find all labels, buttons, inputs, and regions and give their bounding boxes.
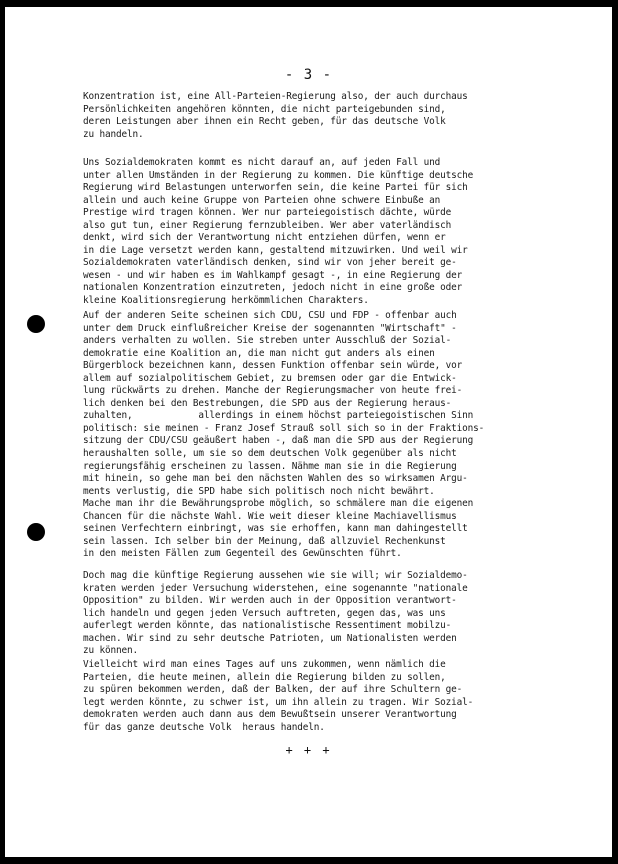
document-page: [5, 7, 612, 857]
page-number: - 3 -: [284, 67, 333, 83]
punch-hole-top: [27, 315, 45, 333]
paragraph-3: Auf der anderen Seite scheinen sich CDU, CSU und FDP - offenbar auch unter dem Druck einflußreicher Kreise der sogenannten "Wirtschaft" - anders verhalten zu wollen. Sie streben unter Ausschluß der Sozial- demokratie eine Koalition an, die man nicht gut anders als einen Bürgerblock bezeichnen kann, dessen Funktion offenbar sein würde, vor allem auf sozialpolitischem Gebiet, zu bremsen oder gar die Entwick- lung rückwärts zu drehen. Manche der Regierungsmacher von heute frei- lich denken bei den Bestrebungen, die SPD aus der Regierung heraus- zuhalten, allerdings in einem höchst parteiegoistischen Sinn politisch: sie meinen - Franz Josef Strauß soll sich so in der Fraktions- sitzung der CDU/CSU geäußert haben -, daß man die SPD aus der Regierung heraushalten solle, um sie so dem deutschen Volk gegenüber als nicht regierungsfähig erscheinen zu lassen. Nähme man sie in die Regierung mit hinein, so gehe man bei den nächsten Wahlen des so wirksamen Argu- ments verlustig, die SPD habe sich politisch noch nicht bewährt. Mache man ihr die Bewährungsprobe möglich, so schmälere man die eigenen Chancen für die nächste Wahl. Wie weit dieser kleine Machiavellismus seinen Verfechtern einbringt, was sie erhoffen, kann man dahingestellt sein lassen. Ich selber bin der Meinung, daß allzuviel Rechenkunst in den meisten Fällen zum Gegenteil des Gewünschten führt.: [83, 310, 485, 560]
paragraph-2: Uns Sozialdemokraten kommt es nicht darauf an, auf jeden Fall und unter allen Umständen in der Regierung zu kommen. Die künftige deutsche Regierung wird Belastungen unterworfen sein, die keine Partei für sich allein und auch keine Gruppe von Parteien ohne schwere Einbuße an Prestige wird tragen können. Wer nur parteiegoistisch dächte, würde also gut tun, einer Regierung fernzubleiben. Wer aber vaterländisch denkt, wird sich der Verantwortung nicht entziehen dürfen, wenn er in die Lage versetzt werden kann, gestaltend mitzuwirken. Und weil wir Sozialdemokraten vaterländisch denken, sind wir von jeher bereit ge- wesen - und wir haben es im Wahlkampf gesagt -, in eine Regierung der nationalen Konzentration einzutreten, jedoch nicht in eine große oder kleine Koalitionsregierung herkömmlichen Charakters.: [83, 157, 474, 307]
paragraph-1: Konzentration ist, eine All-Parteien-Regierung also, der auch durchaus Persönlichkeiten angehören könnten, die nicht parteigebunden sind, deren Leistungen aber ihnen ein Recht geben, für das deutsche Volk zu handeln.: [83, 91, 468, 140]
closing-mark: + + +: [285, 743, 332, 757]
paragraph-4: Doch mag die künftige Regierung aussehen wie sie will; wir Sozialdemo- kraten werden jeder Versuchung widerstehen, eine sogenannte "nationale Opposition" zu bilden. Wir werden auch in der Opposition verantwort- lich handeln und gegen jeden Versuch auftreten, gegen das, was uns auferlegt werden könnte, das nationalistische Ressentiment mobilzu- machen. Wir sind zu sehr deutsche Patrioten, um Nationalisten werden zu können.: [83, 570, 468, 657]
punch-hole-bottom: [27, 523, 45, 541]
paragraph-5: Vielleicht wird man eines Tages auf uns zukommen, wenn nämlich die Parteien, die heute meinen, allein die Regierung bilden zu sollen, zu spüren bekommen werden, daß der Balken, der auf ihre Schultern ge- legt werden könnte, zu schwer ist, um ihn allein zu tragen. Wir Sozial- demokraten werden auch dann aus dem Bewußtsein unserer Verantwortung für das ganze deutsche Volk heraus handeln.: [83, 659, 474, 733]
